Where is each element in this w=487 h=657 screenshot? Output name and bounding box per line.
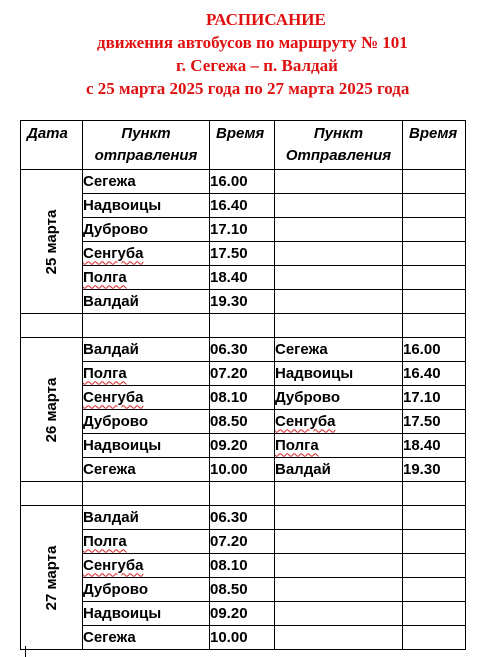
departure-time-cell [210, 602, 275, 626]
departure-point-cell [83, 410, 210, 434]
table-tail-line [25, 646, 26, 657]
departure-time: 10.00 [210, 628, 248, 646]
table-row [21, 506, 466, 530]
departure-time-cell [403, 290, 466, 314]
departure-point: Надвоицы [83, 436, 162, 454]
departure-point-cell [83, 578, 210, 602]
schedule-table [20, 120, 466, 650]
departure-point: Полга [83, 532, 127, 550]
departure-point-cell [83, 170, 210, 194]
departure-time-cell [210, 506, 275, 530]
departure-point: Надвоицы [83, 196, 162, 214]
departure-time-cell [210, 266, 275, 290]
departure-time-cell [403, 626, 466, 650]
departure-point-cell [275, 290, 403, 314]
departure-point-cell [275, 218, 403, 242]
departure-point: Валдай [275, 460, 331, 478]
departure-point: Сенгуба [275, 412, 336, 430]
departure-time-cell [403, 458, 466, 482]
separator-row [21, 482, 466, 506]
departure-point: Надвоицы [275, 364, 354, 382]
departure-point: Сенгуба [83, 244, 144, 262]
table-row [21, 410, 466, 434]
departure-time-cell [210, 410, 275, 434]
departure-point-cell [83, 386, 210, 410]
departure-point: Полга [83, 364, 127, 382]
header-date: Дата [21, 121, 83, 170]
departure-time-cell [210, 362, 275, 386]
departure-point-cell [275, 386, 403, 410]
title-line-1: РАСПИСАНИЕ [206, 10, 326, 29]
departure-point-cell [275, 530, 403, 554]
departure-point: Валдай [83, 508, 139, 526]
table-row [21, 602, 466, 626]
empty-cell [210, 314, 275, 338]
departure-time-cell [403, 530, 466, 554]
departure-point-cell [275, 338, 403, 362]
departure-point-cell [83, 338, 210, 362]
header-time-2: Время [403, 121, 466, 170]
departure-point-cell [83, 554, 210, 578]
departure-time-cell [403, 554, 466, 578]
table-row [21, 338, 466, 362]
departure-time-cell [403, 386, 466, 410]
departure-time-cell [210, 626, 275, 650]
departure-point-cell [83, 626, 210, 650]
departure-point-cell [83, 506, 210, 530]
table-header-row [21, 121, 466, 170]
empty-cell [83, 314, 210, 338]
departure-time: 07.20 [210, 532, 248, 550]
header-time-1: Время [210, 121, 275, 170]
header-departure-2: Пункт Отправления [275, 121, 403, 170]
departure-point-cell [275, 434, 403, 458]
departure-time: 17.10 [210, 220, 248, 238]
table-row [21, 242, 466, 266]
departure-point: Дуброво [83, 580, 148, 598]
empty-cell [21, 482, 83, 506]
departure-point-cell [275, 410, 403, 434]
departure-point: Полга [83, 268, 127, 286]
departure-time: 09.20 [210, 604, 248, 622]
departure-point: Сегежа [275, 340, 328, 358]
departure-time-cell [403, 506, 466, 530]
empty-cell [275, 482, 403, 506]
departure-time-cell [210, 386, 275, 410]
departure-time-cell [210, 218, 275, 242]
departure-point-cell [83, 530, 210, 554]
departure-time-cell [210, 338, 275, 362]
departure-time-cell [403, 578, 466, 602]
departure-time: 06.30 [210, 508, 248, 526]
table-row [21, 218, 466, 242]
departure-point: Сегежа [83, 172, 136, 190]
departure-time-cell [210, 242, 275, 266]
table-row [21, 290, 466, 314]
date-cell [21, 338, 83, 482]
departure-time-cell [403, 362, 466, 386]
table-row [21, 362, 466, 386]
title-line-2: движения автобусов по маршруту № 101 [97, 33, 408, 52]
date-cell [21, 506, 83, 650]
departure-time-cell [403, 338, 466, 362]
departure-time-cell [210, 458, 275, 482]
departure-point-cell [83, 602, 210, 626]
departure-point: Сегежа [83, 460, 136, 478]
table-row [21, 434, 466, 458]
departure-time: 08.50 [210, 580, 248, 598]
departure-time: 16.40 [403, 364, 441, 382]
departure-point: Сенгуба [83, 388, 144, 406]
departure-time: 16.00 [210, 172, 248, 190]
departure-point-cell [275, 626, 403, 650]
date-label: 25 марта [42, 209, 60, 274]
departure-point-cell [83, 218, 210, 242]
departure-time-cell [403, 170, 466, 194]
departure-point-cell [83, 434, 210, 458]
departure-point: Сенгуба [83, 556, 144, 574]
departure-point-cell [83, 242, 210, 266]
date-cell [21, 170, 83, 314]
date-label: 27 марта [42, 545, 60, 610]
table-row [21, 170, 466, 194]
departure-point-cell [275, 362, 403, 386]
departure-point-cell [275, 506, 403, 530]
table-row [21, 386, 466, 410]
departure-time-cell [403, 218, 466, 242]
table-row [21, 530, 466, 554]
empty-cell [21, 314, 83, 338]
departure-time: 08.10 [210, 388, 248, 406]
departure-point: Дуброво [275, 388, 340, 406]
departure-time: 18.40 [210, 268, 248, 286]
departure-point-cell [275, 194, 403, 218]
table-row [21, 626, 466, 650]
departure-point: Надвоицы [83, 604, 162, 622]
departure-point-cell [83, 290, 210, 314]
departure-time: 18.40 [403, 436, 441, 454]
departure-point: Дуброво [83, 220, 148, 238]
empty-cell [403, 314, 466, 338]
departure-time-cell [403, 434, 466, 458]
departure-time-cell [210, 434, 275, 458]
departure-time: 17.50 [210, 244, 248, 262]
title-line-3: г. Сегежа – п. Валдай [176, 56, 338, 75]
departure-point-cell [275, 266, 403, 290]
departure-time: 17.10 [403, 388, 441, 406]
departure-time: 08.10 [210, 556, 248, 574]
table-row [21, 554, 466, 578]
departure-time: 09.20 [210, 436, 248, 454]
departure-time: 16.00 [403, 340, 441, 358]
departure-point: Валдай [83, 340, 139, 358]
departure-point-cell [275, 242, 403, 266]
departure-time-cell [210, 194, 275, 218]
departure-time-cell [210, 170, 275, 194]
departure-point-cell [275, 170, 403, 194]
empty-cell [403, 482, 466, 506]
departure-time: 17.50 [403, 412, 441, 430]
empty-cell [275, 314, 403, 338]
table-row [21, 578, 466, 602]
departure-point-cell [83, 458, 210, 482]
departure-time-cell [210, 290, 275, 314]
departure-point-cell [275, 554, 403, 578]
departure-time: 16.40 [210, 196, 248, 214]
schedule-title [0, 8, 487, 100]
departure-point-cell [83, 194, 210, 218]
departure-time-cell [403, 602, 466, 626]
date-label: 26 марта [42, 377, 60, 442]
departure-time: 07.20 [210, 364, 248, 382]
separator-row [21, 314, 466, 338]
departure-point-cell [83, 362, 210, 386]
departure-point: Валдай [83, 292, 139, 310]
departure-time-cell [210, 578, 275, 602]
departure-point-cell [83, 266, 210, 290]
departure-time: 10.00 [210, 460, 248, 478]
departure-time-cell [210, 530, 275, 554]
departure-point-cell [275, 578, 403, 602]
title-line-4: с 25 марта 2025 года по 27 марта 2025 года [86, 79, 410, 98]
table-row [21, 266, 466, 290]
departure-time-cell [210, 554, 275, 578]
departure-time: 08.50 [210, 412, 248, 430]
departure-point: Сегежа [83, 628, 136, 646]
departure-time: 19.30 [210, 292, 248, 310]
departure-point: Полга [275, 436, 319, 454]
departure-point-cell [275, 602, 403, 626]
departure-time-cell [403, 266, 466, 290]
table-row [21, 458, 466, 482]
departure-time-cell [403, 194, 466, 218]
departure-time-cell [403, 410, 466, 434]
table-row [21, 194, 466, 218]
empty-cell [83, 482, 210, 506]
departure-time: 19.30 [403, 460, 441, 478]
header-departure-1: Пункт отправления [83, 121, 210, 170]
departure-point: Дуброво [83, 412, 148, 430]
departure-time-cell [403, 242, 466, 266]
departure-point-cell [275, 458, 403, 482]
departure-time: 06.30 [210, 340, 248, 358]
empty-cell [210, 482, 275, 506]
